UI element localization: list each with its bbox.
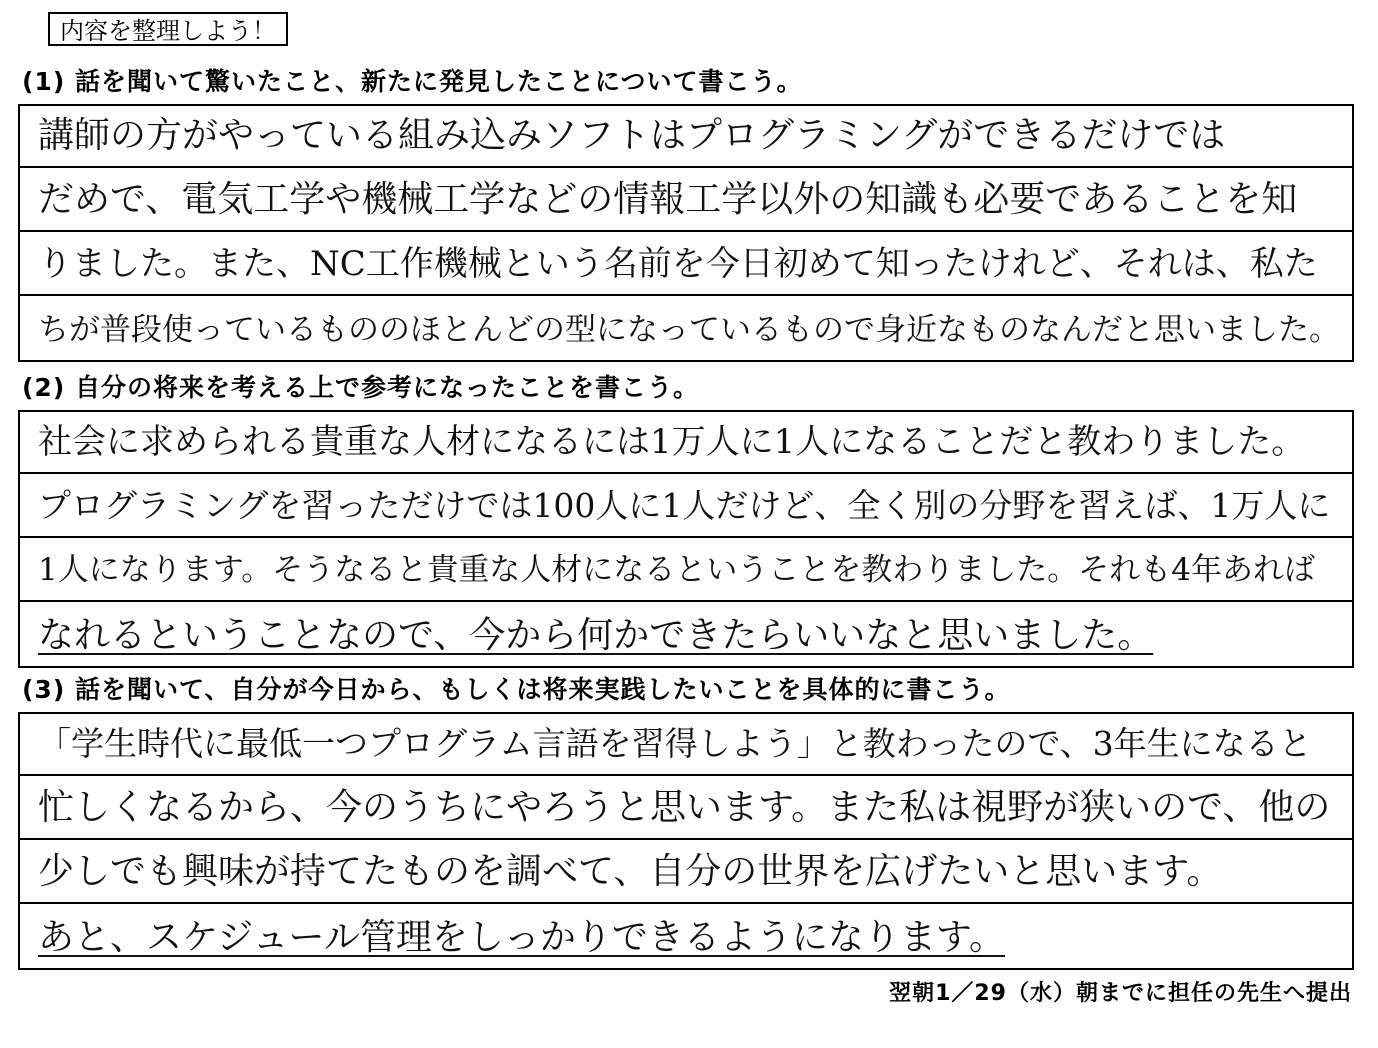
answer-text: プログラミングを習っただけでは100人に1人だけど、全く別の分野を習えば、1万人に: [38, 486, 1331, 525]
answer-text: あと、スケジュール管理をしっかりできるようになります。: [38, 917, 1005, 958]
submission-deadline: 翌朝1／29（水）朝までに担任の先生へ提出: [889, 981, 1352, 1006]
question-2-heading: (2) 自分の将来を考える上で参考になったことを書こう。: [22, 373, 699, 402]
answer-text: りました。また、NC工作機械という名前を今日初めて知ったけれど、それは、私た: [38, 244, 1318, 284]
answer-line: [20, 604, 1352, 666]
answer-line: [20, 298, 1352, 360]
answer-line: [20, 540, 1352, 602]
answer-line: [20, 906, 1352, 968]
answer-text: 社会に求められる貴重な人材になるには1万人に1人になることだと教わりました。: [38, 422, 1306, 462]
answer-line: [20, 842, 1352, 904]
answer-text: 「学生時代に最低一つプログラム言語を習得しよう」と教わったので、3年生になると: [38, 724, 1312, 763]
answer-text: ちが普段使っているもののほとんどの型になっているもので身近なものなんだと思いました。: [38, 312, 1340, 348]
answer-line: [20, 412, 1352, 474]
answer-text: だめで、電気工学や機械工学などの情報工学以外の知識も必要であることを知: [38, 179, 1298, 220]
question-3-heading: (3) 話を聞いて、自分が今日から、もしくは将来実践したいことを具体的に書こう。: [22, 675, 1011, 704]
answer-line: [20, 714, 1352, 776]
answer-text: 1人になります。そうなると貴重な人材になるということを教わりました。それも4年あれば: [38, 552, 1315, 588]
answer-line: [20, 106, 1352, 168]
answer-box-3: [18, 712, 1354, 970]
answer-line: [20, 476, 1352, 538]
answer-text: 講師の方がやっている組み込みソフトはプログラミングができるだけでは: [38, 115, 1226, 156]
answer-text: 忙しくなるから、今のうちにやろうと思います。また私は視野が狭いので、他の: [38, 787, 1331, 828]
answer-box-1: [18, 104, 1354, 362]
answer-line: [20, 234, 1352, 296]
answer-text: 少しでも興味が持てたものを調べて、自分の世界を広げたいと思います。: [38, 851, 1223, 892]
answer-line: [20, 778, 1352, 840]
answer-box-2: [18, 410, 1354, 668]
question-1-heading: (1) 話を聞いて驚いたこと、新たに発見したことについて書こう。: [22, 67, 803, 96]
answer-text: なれるということなので、今から何かできたらいいなと思いました。: [38, 615, 1154, 656]
answer-line: [20, 170, 1352, 232]
worksheet-title: 内容を整理しよう！: [48, 12, 288, 46]
